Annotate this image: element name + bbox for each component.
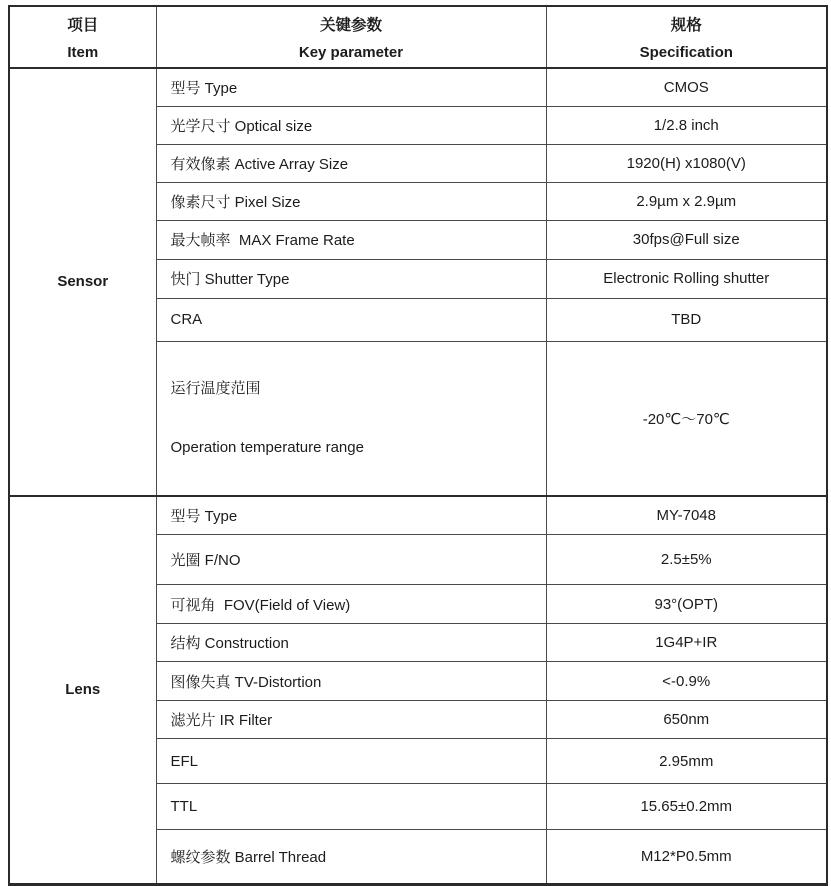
param-cell: EFL: [156, 739, 546, 784]
param-cell: 有效像素 Active Array Size: [156, 144, 546, 182]
spec-cell: <-0.9%: [546, 662, 827, 701]
header-specification-en: Specification: [639, 44, 733, 61]
param-cell: 滤光片 IR Filter: [156, 701, 546, 739]
spec-cell: 650nm: [546, 701, 827, 739]
spec-cell: 30fps@Full size: [546, 220, 827, 259]
spec-cell: 1920(H) x1080(V): [546, 144, 827, 182]
header-item-en: Item: [67, 44, 99, 61]
spec-cell: TBD: [546, 298, 827, 341]
spec-cell: 15.65±0.2mm: [546, 784, 827, 830]
header-item: [9, 6, 156, 68]
spec-cell: 1G4P+IR: [546, 624, 827, 662]
header-item-zh: 项目: [67, 17, 99, 34]
header-specification: [546, 6, 827, 68]
param-cell: TTL: [156, 784, 546, 830]
header-key-parameter: [156, 6, 546, 68]
spec-cell: -20℃～70℃: [546, 341, 827, 496]
header-key-parameter-zh: 关键参数: [319, 17, 382, 34]
param-cell: 最大帧率 MAX Frame Rate: [156, 220, 546, 259]
param-cell: 像素尺寸 Pixel Size: [156, 182, 546, 220]
table-row: [9, 68, 827, 106]
spec-cell: M12*P0.5mm: [546, 830, 827, 885]
spec-cell: MY-7048: [546, 496, 827, 535]
param-cell: [156, 341, 546, 496]
param-cell: 图像失真 TV-Distortion: [156, 662, 546, 701]
param-cell: 型号 Type: [156, 68, 546, 106]
param-cell: 快门 Shutter Type: [156, 259, 546, 298]
param-cell: 型号 Type: [156, 496, 546, 535]
header-key-parameter-en: Key parameter: [298, 44, 404, 61]
param-line-en: Operation temperature range: [170, 439, 364, 456]
section-item-sensor: Sensor: [9, 68, 156, 496]
spec-cell: Electronic Rolling shutter: [546, 259, 827, 298]
param-line-zh: 运行温度范围: [170, 379, 261, 397]
spec-cell: 2.5±5%: [546, 535, 827, 585]
spec-cell: 93°(OPT): [546, 585, 827, 624]
param-cell: 可视角 FOV(Field of View): [156, 585, 546, 624]
section-item-lens: Lens: [9, 496, 156, 885]
spec-cell: 1/2.8 inch: [546, 106, 827, 144]
param-cell: 光圈 F/NO: [156, 535, 546, 585]
param-cell: 结构 Construction: [156, 624, 546, 662]
table-row: [9, 496, 827, 535]
header-specification-zh: 规格: [670, 17, 702, 34]
param-cell: 光学尺寸 Optical size: [156, 106, 546, 144]
spec-cell: 2.9µm x 2.9µm: [546, 182, 827, 220]
spec-cell: CMOS: [546, 68, 827, 106]
param-cell: 螺纹参数 Barrel Thread: [156, 830, 546, 885]
param-cell: CRA: [156, 298, 546, 341]
spec-cell: 2.95mm: [546, 739, 827, 784]
specification-table: [8, 5, 828, 886]
header-row: [9, 6, 827, 68]
